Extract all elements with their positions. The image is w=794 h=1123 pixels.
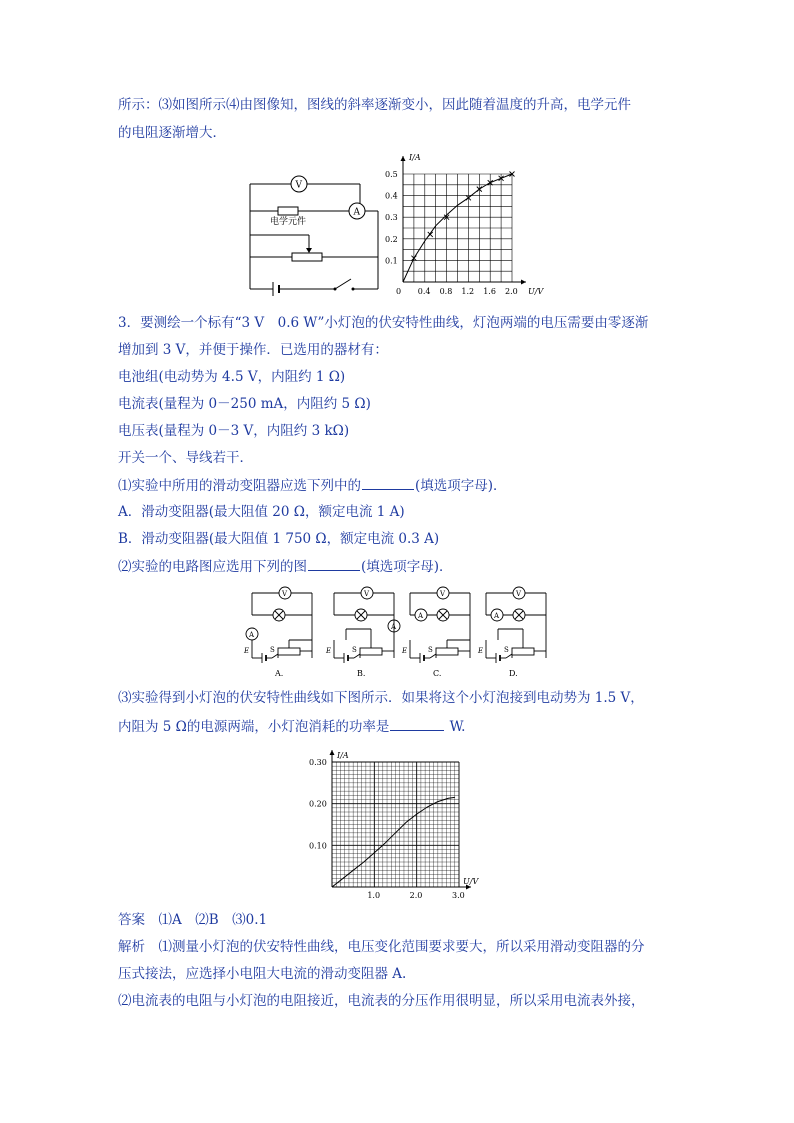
option-label: D.: [509, 669, 518, 678]
rheostat-icon: [436, 648, 458, 655]
voltmeter-symbol: V: [440, 590, 446, 598]
ammeter-symbol: A: [494, 612, 500, 620]
material-ammeter: 电流表(量程为 0－250 mA，内阻约 5 Ω): [118, 396, 371, 412]
x-tick-label: 1.2: [461, 287, 475, 296]
y-tick-label: 0.5: [385, 170, 398, 179]
element-label: 电学元件: [270, 217, 307, 227]
circuit-option-d: [477, 587, 546, 678]
switch-label: S: [504, 646, 509, 654]
x-tick-label: 2.0: [505, 287, 518, 296]
part-2-question: [118, 557, 453, 576]
part-3-line-2: [118, 717, 465, 736]
answer-line: 答案 ⑴A ⑵B ⑶0.1: [118, 912, 268, 928]
y-tick-label: 0.10: [309, 841, 327, 851]
emf-label: E: [402, 647, 408, 655]
iu-chart-1: [385, 150, 550, 302]
part-1-hint: (填选项字母)．: [415, 478, 507, 494]
answer-blank-2: [308, 557, 360, 571]
text-line-1: 所示：⑶如图所示⑷由图像知，图线的斜率逐渐变小，因此随着温度的升高，电学元件: [118, 97, 631, 113]
y-axis-label: I/A: [337, 751, 349, 760]
option-b: B．滑动变阻器(最大阻值 1 750 Ω，额定电流 0.3 A): [118, 531, 440, 547]
circuit-options: [242, 582, 552, 682]
material-switch: 开关一个、导线若干．: [118, 450, 253, 466]
circuit-option-c: [401, 587, 470, 678]
circuit-option-b: [325, 587, 400, 678]
voltmeter-symbol: V: [364, 590, 370, 598]
answer-blank-1: [362, 476, 414, 490]
iu-chart-2: [300, 740, 495, 902]
x-tick-label: 0.4: [417, 287, 431, 296]
part-3-text: 内阻为 5 Ω的电源两端，小灯泡消耗的功率是: [118, 719, 390, 735]
solution-line-3: ⑵电流表的电阻与小灯泡的电阻接近，电流表的分压作用很明显，所以采用电流表外接，: [118, 993, 645, 1009]
circuit-option-a: [243, 587, 312, 678]
voltmeter-symbol: V: [516, 590, 522, 598]
part-3-unit: W.: [445, 719, 466, 735]
rheostat-icon: [278, 648, 300, 655]
material-battery: 电池组(电动势为 4.5 V，内阻约 1 Ω): [118, 369, 346, 385]
y-tick-label: 0.4: [385, 191, 398, 201]
solution-line-1: 解析 ⑴测量小灯泡的伏安特性曲线，电压变化范围要求要大，所以采用滑动变阻器的分: [118, 939, 645, 955]
y-tick-label: 0.2: [385, 234, 398, 244]
x-axis-label: U/V: [463, 877, 479, 886]
y-axis-arrow: [401, 156, 406, 161]
part-2-hint: (填选项字母)．: [361, 559, 453, 575]
voltmeter-label: V: [295, 180, 302, 191]
x-tick-label: 3.0: [452, 891, 465, 900]
y-tick-label: 0.3: [385, 213, 398, 223]
part-1-text: ⑴实验中所用的滑动变阻器应选下列中的: [118, 478, 361, 494]
ammeter-label: A: [353, 207, 360, 218]
ammeter-symbol: A: [418, 612, 424, 620]
emf-label: E: [478, 647, 484, 655]
rheostat-icon: [360, 648, 382, 655]
y-tick-label: 0.20: [309, 799, 327, 809]
x-tick-label: 2.0: [409, 891, 423, 900]
emf-label: E: [326, 647, 332, 655]
rheostat-icon: [512, 648, 534, 655]
answer-blank-3: [390, 717, 444, 731]
ammeter-symbol: A: [391, 623, 397, 631]
x-axis-arrow: [521, 280, 526, 285]
part-3-line-1: ⑶实验得到小灯泡的伏安特性曲线如下图所示．如果将这个小灯泡接到电动势为 1.5 V，: [118, 690, 644, 706]
option-label: B.: [357, 669, 366, 678]
option-label: A.: [275, 669, 284, 678]
origin-label: 0: [396, 287, 402, 296]
y-tick-label: 0.30: [309, 758, 327, 767]
ammeter-symbol: A: [249, 631, 255, 639]
x-tick-label: 1.6: [483, 287, 496, 296]
solution-line-2: 压式接法，应选择小电阻大电流的滑动变阻器 A.: [118, 966, 407, 982]
part-2-text: ⑵实验的电路图应选用下列的图: [118, 559, 307, 575]
question-3-line-1: 3．要测绘一个标有“3 V 0.6 W”小灯泡的伏安特性曲线，灯泡两端的电压需要由零逐渐: [118, 315, 649, 331]
material-voltmeter: 电压表(量程为 0－3 V，内阻约 3 kΩ): [118, 423, 350, 439]
iu-curve: [332, 797, 455, 887]
circuit-diagram-1: [245, 170, 385, 300]
y-axis-arrow: [330, 750, 335, 755]
voltmeter-symbol: V: [282, 590, 288, 598]
emf-label: E: [244, 647, 250, 655]
switch-label: S: [428, 646, 433, 654]
option-label: C.: [433, 669, 442, 678]
text-line-2: 的电阻逐渐增大．: [118, 125, 226, 141]
option-a: A．滑动变阻器(最大阻值 20 Ω，额定电流 1 A): [118, 504, 405, 520]
switch-label: S: [270, 646, 275, 654]
question-3-line-2: 增加到 3 V，并便于操作．已选用的器材有：: [118, 342, 388, 358]
y-axis-label: I/A: [409, 153, 421, 162]
x-tick-label: 0.8: [439, 287, 453, 296]
y-tick-label: 0.1: [385, 256, 398, 266]
part-1-question: [118, 476, 507, 495]
switch-label: S: [352, 646, 357, 654]
x-axis-label: U/V: [528, 287, 544, 296]
x-tick-label: 1.0: [367, 891, 381, 900]
